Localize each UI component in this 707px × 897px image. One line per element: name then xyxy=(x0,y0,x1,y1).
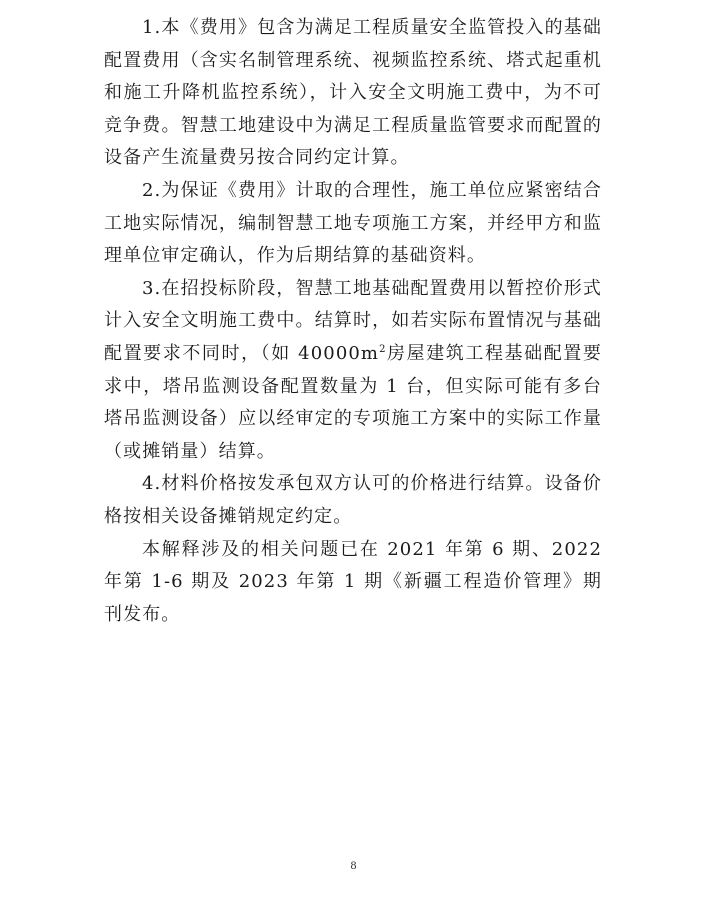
page-number: 8 xyxy=(350,858,357,872)
paragraph-item-2: 2.为保证《费用》计取的合理性，施工单位应紧密结合工地实际情况，编制智慧工地专项施工方案，并经甲方和监理单位审定确认，作为后期结算的基础资料。 xyxy=(104,179,602,267)
paragraph-item-1: 1.本《费用》包含为满足工程质量安全监管投入的基础配置费用（含实名制管理系统、视频监控系统、塔式起重机和施工升降机监控系统），计入安全文明施工费中，为不可竞争费。智慧工地建设中为满足工程质量监管要求而配置的设备产生流量费另按合同约定计算。 xyxy=(104,17,602,169)
paragraph-item-3 xyxy=(104,273,602,469)
paragraph-publication-note: 本解释涉及的相关问题已在 2021 年第 6 期、2022 年第 1-6 期及 2023 年第 1 期《新疆工程造价管理》期刊发布。 xyxy=(104,538,602,625)
area-unit-superscript: 2 xyxy=(379,343,387,355)
paragraph-item-3-text-after: 房屋建筑工程基础配置要求中，塔吊监测设备配置数量为 1 台，但实际可能有多台塔吊监测设备）应以经审定的专项施工方案中的实际工作量（或摊销量）结算。 xyxy=(104,342,602,462)
body-text xyxy=(104,12,602,631)
paragraph-item-4: 4.材料价格按发承包双方认可的价格进行结算。设备价格按相关设备摊销规定约定。 xyxy=(104,473,602,527)
paragraph-item-3-text-before: 3.在招投标阶段，智慧工地基础配置费用以暂控价形式计入安全文明施工费中。结算时，如若实际布置情况与基础配置要求不同时，（如 40000m xyxy=(104,277,602,364)
